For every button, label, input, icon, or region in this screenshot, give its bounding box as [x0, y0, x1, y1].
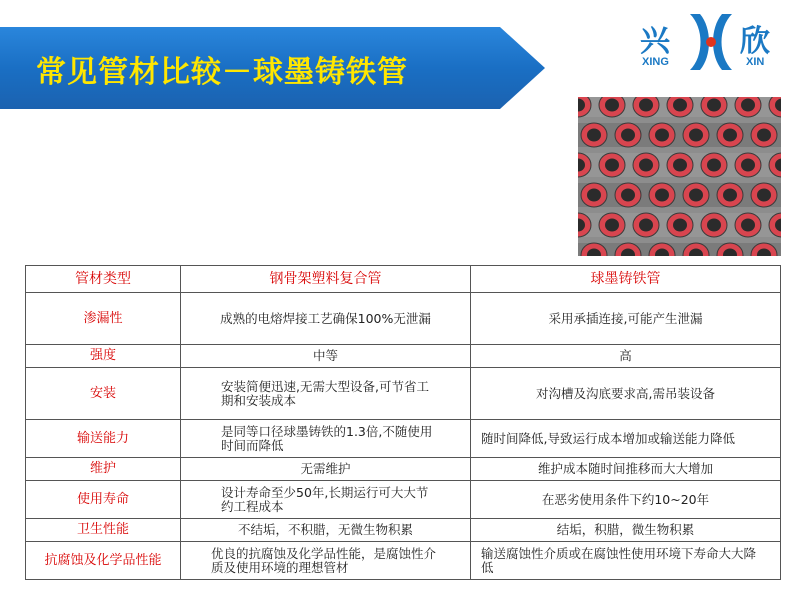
cell-steel-plastic: 成熟的电熔焊接工艺确保100%无泄漏 [181, 293, 471, 345]
row-label: 卫生性能 [26, 519, 181, 542]
pipe-bore [707, 159, 721, 172]
pipe-stack-image [578, 97, 781, 256]
pipe-bore [621, 189, 635, 202]
pipe-bore [673, 159, 687, 172]
cell-steel-plastic: 无需维护 [181, 458, 471, 481]
pipe-bore [741, 99, 755, 112]
cell-steel-plastic: 设计寿命至少50年,长期运行可大大节约工程成本 [181, 481, 471, 519]
cell-ductile-iron: 随时间降低,导致运行成本增加或输送能力降低 [471, 420, 781, 458]
cell-steel-plastic: 优良的抗腐蚀及化学品性能，是腐蚀性介质及使用环境的理想管材 [181, 542, 471, 580]
company-logo [640, 8, 790, 78]
pipe-bore [605, 159, 619, 172]
pipe-bore [741, 159, 755, 172]
logo-text-left: XING [642, 56, 669, 68]
logo-mark-icon [686, 10, 736, 74]
pipe-bore [757, 189, 771, 202]
table-row [26, 458, 781, 481]
comparison-table [25, 265, 781, 580]
logo-text-right: XIN [746, 56, 765, 68]
pipe-bore [639, 99, 653, 112]
table-row [26, 345, 781, 368]
header-ductile-iron: 球墨铸铁管 [471, 266, 781, 293]
page-title: 常见管材比较－球墨铸铁管 [36, 55, 408, 90]
pipe-bore [655, 129, 669, 142]
pipe-bore [587, 129, 601, 142]
cell-ductile-iron: 输送腐蚀性介质或在腐蚀性使用环境下寿命大大降低 [471, 542, 781, 580]
table-row [26, 420, 781, 458]
table-row [26, 481, 781, 519]
pipe-bore [723, 189, 737, 202]
cell-ductile-iron: 在恶劣使用条件下约10~20年 [471, 481, 781, 519]
pipe-bore [707, 99, 721, 112]
cell-ductile-iron: 采用承插连接,可能产生泄漏 [471, 293, 781, 345]
cell-steel-plastic: 中等 [181, 345, 471, 368]
pipe-bore [707, 219, 721, 232]
cell-ductile-iron: 对沟槽及沟底要求高,需吊装设备 [471, 368, 781, 420]
pipe-bore [689, 129, 703, 142]
pipe-bore [673, 99, 687, 112]
cell-steel-plastic: 是同等口径球墨铸铁的1.3倍,不随使用时间而降低 [181, 420, 471, 458]
cell-ductile-iron: 维护成本随时间推移而大大增加 [471, 458, 781, 481]
table-row [26, 542, 781, 580]
pipe-bore [741, 219, 755, 232]
table-row [26, 293, 781, 345]
pipe-bore [605, 219, 619, 232]
pipe-bore [689, 189, 703, 202]
row-label: 维护 [26, 458, 181, 481]
title-banner [0, 27, 545, 109]
logo-char-right: 欣 [740, 24, 770, 59]
row-label: 强度 [26, 345, 181, 368]
pipe-bore [673, 219, 687, 232]
row-label: 使用寿命 [26, 481, 181, 519]
row-label: 输送能力 [26, 420, 181, 458]
cell-ductile-iron: 高 [471, 345, 781, 368]
row-label: 安装 [26, 368, 181, 420]
table-row [26, 519, 781, 542]
pipe-bore [639, 159, 653, 172]
table-row [26, 368, 781, 420]
cell-steel-plastic: 不结垢，不积腊，无微生物积累 [181, 519, 471, 542]
cell-steel-plastic: 安装简便迅速,无需大型设备,可节省工期和安装成本 [181, 368, 471, 420]
table-header-row [26, 266, 781, 293]
pipe-bore [655, 189, 669, 202]
row-label: 渗漏性 [26, 293, 181, 345]
pipe-bore [757, 129, 771, 142]
logo-char-left: 兴 [640, 24, 670, 59]
cell-ductile-iron: 结垢，积腊，微生物积累 [471, 519, 781, 542]
pipe-bore [587, 189, 601, 202]
pipe-bore [639, 219, 653, 232]
pipe-bore [605, 99, 619, 112]
header-steel-plastic: 钢骨架塑料复合管 [181, 266, 471, 293]
row-label: 抗腐蚀及化学品性能 [26, 542, 181, 580]
pipe-bore [723, 129, 737, 142]
header-type: 管材类型 [26, 266, 181, 293]
pipe-photo [578, 97, 781, 256]
pipe-bore [621, 129, 635, 142]
